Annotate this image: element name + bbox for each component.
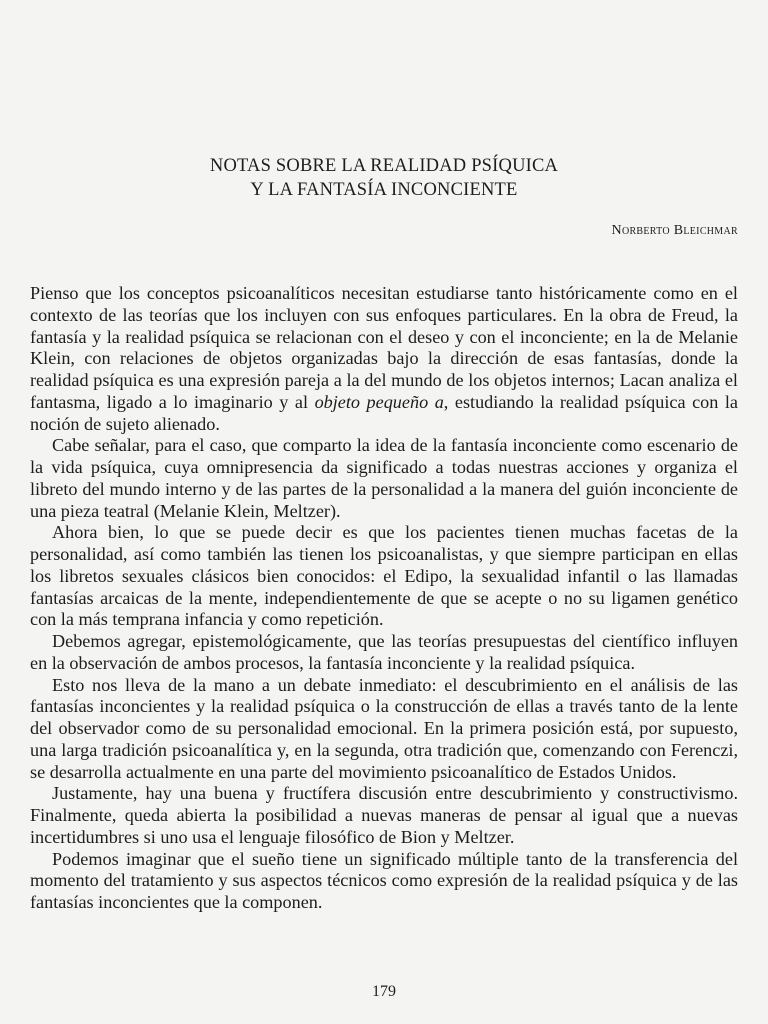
chapter-title-line-2: Y LA FANTASÍA INCONCIENTE — [250, 180, 518, 200]
chapter-title — [0, 154, 768, 202]
author-name: Norberto Bleichmar — [611, 223, 738, 238]
paragraph-1-text-end: , estudiando la realidad psíquica con la noción de sujeto alienado. — [30, 391, 738, 434]
paragraph-3: Ahora bien, lo que se puede decir es que los pacientes tienen muchas facetas de la personalidad, así como también las tienen los psicoanalistas, y que siempre participan en ellas los libretos sexuales clásicos bien conocidos: el Edipo, la sexualidad infantil o las llamadas fantasías arcaicas de la mente, independientemente de que se acepte o no su ligamen genético con la más temprana infancia y como repetición. — [30, 522, 738, 630]
chapter-title-line-1: NOTAS SOBRE LA REALIDAD PSÍQUICA — [209, 156, 559, 176]
body-text — [30, 283, 738, 914]
paragraph-1 — [30, 283, 738, 435]
paragraph-2: Cabe señalar, para el caso, que comparto la idea de la fantasía inconciente como escenario de la vida psíquica, cuya omnipresencia da significado a todas nuestras acciones y organiza el libreto del mundo interno y de las partes de la personalidad a la manera del guión inconciente de una pieza teatral (Melanie Klein, Meltzer). — [30, 435, 738, 521]
paragraph-1-text: Pienso que los conceptos psicoanalíticos necesitan estudiarse tanto históricamente como en el contexto de las teorías que los incluyen con sus enfoques particulares. En la obra de Freud, la fantasía y la realidad psíquica se relacionan con el deseo y con el inconciente; en la de Melanie Klein, con relaciones de objetos organizadas bajo la dirección de esas fantasías, donde la realidad psíquica es una expresión pareja a la del mundo de los objetos internos; Lacan analiza el fantasma, ligado a lo imaginario y al — [30, 283, 738, 412]
paragraph-5: Esto nos lleva de la mano a un debate inmediato: el descubrimiento en el análisis de las fantasías inconcientes y la realidad psíquica o la construcción de ellas a través tanto de la lente del observador como de su personalidad emocional. En la primera posición está, por supuesto, una larga tradición psicoanalítica y, en la segunda, otra tradición que, comenzando con Ferenczi, se desarrolla actualmente en una parte del movimiento psicoanalítico de Estados Unidos. — [30, 674, 738, 782]
paragraph-7: Podemos imaginar que el sueño tiene un significado múltiple tanto de la transferencia del momento del tratamiento y sus aspectos técnicos como expresión de la realidad psíquica y de las fantasías inconcientes que la componen. — [30, 848, 738, 912]
paragraph-1-italic-term: objeto pequeño a — [314, 391, 444, 412]
page-number: 179 — [372, 983, 396, 1000]
paragraph-4: Debemos agregar, epistemológicamente, que las teorías presupuestas del científico influyen en la observación de ambos procesos, la fantasía inconciente y la realidad psíquica. — [30, 631, 738, 673]
paragraph-6: Justamente, hay una buena y fructífera discusión entre descubrimiento y constructivismo. Finalmente, queda abierta la posibilidad a nuevas maneras de pensar al igual que a nuevas incertidumbres si uno usa el lenguaje filosófico de Bion y Meltzer. — [30, 783, 738, 847]
